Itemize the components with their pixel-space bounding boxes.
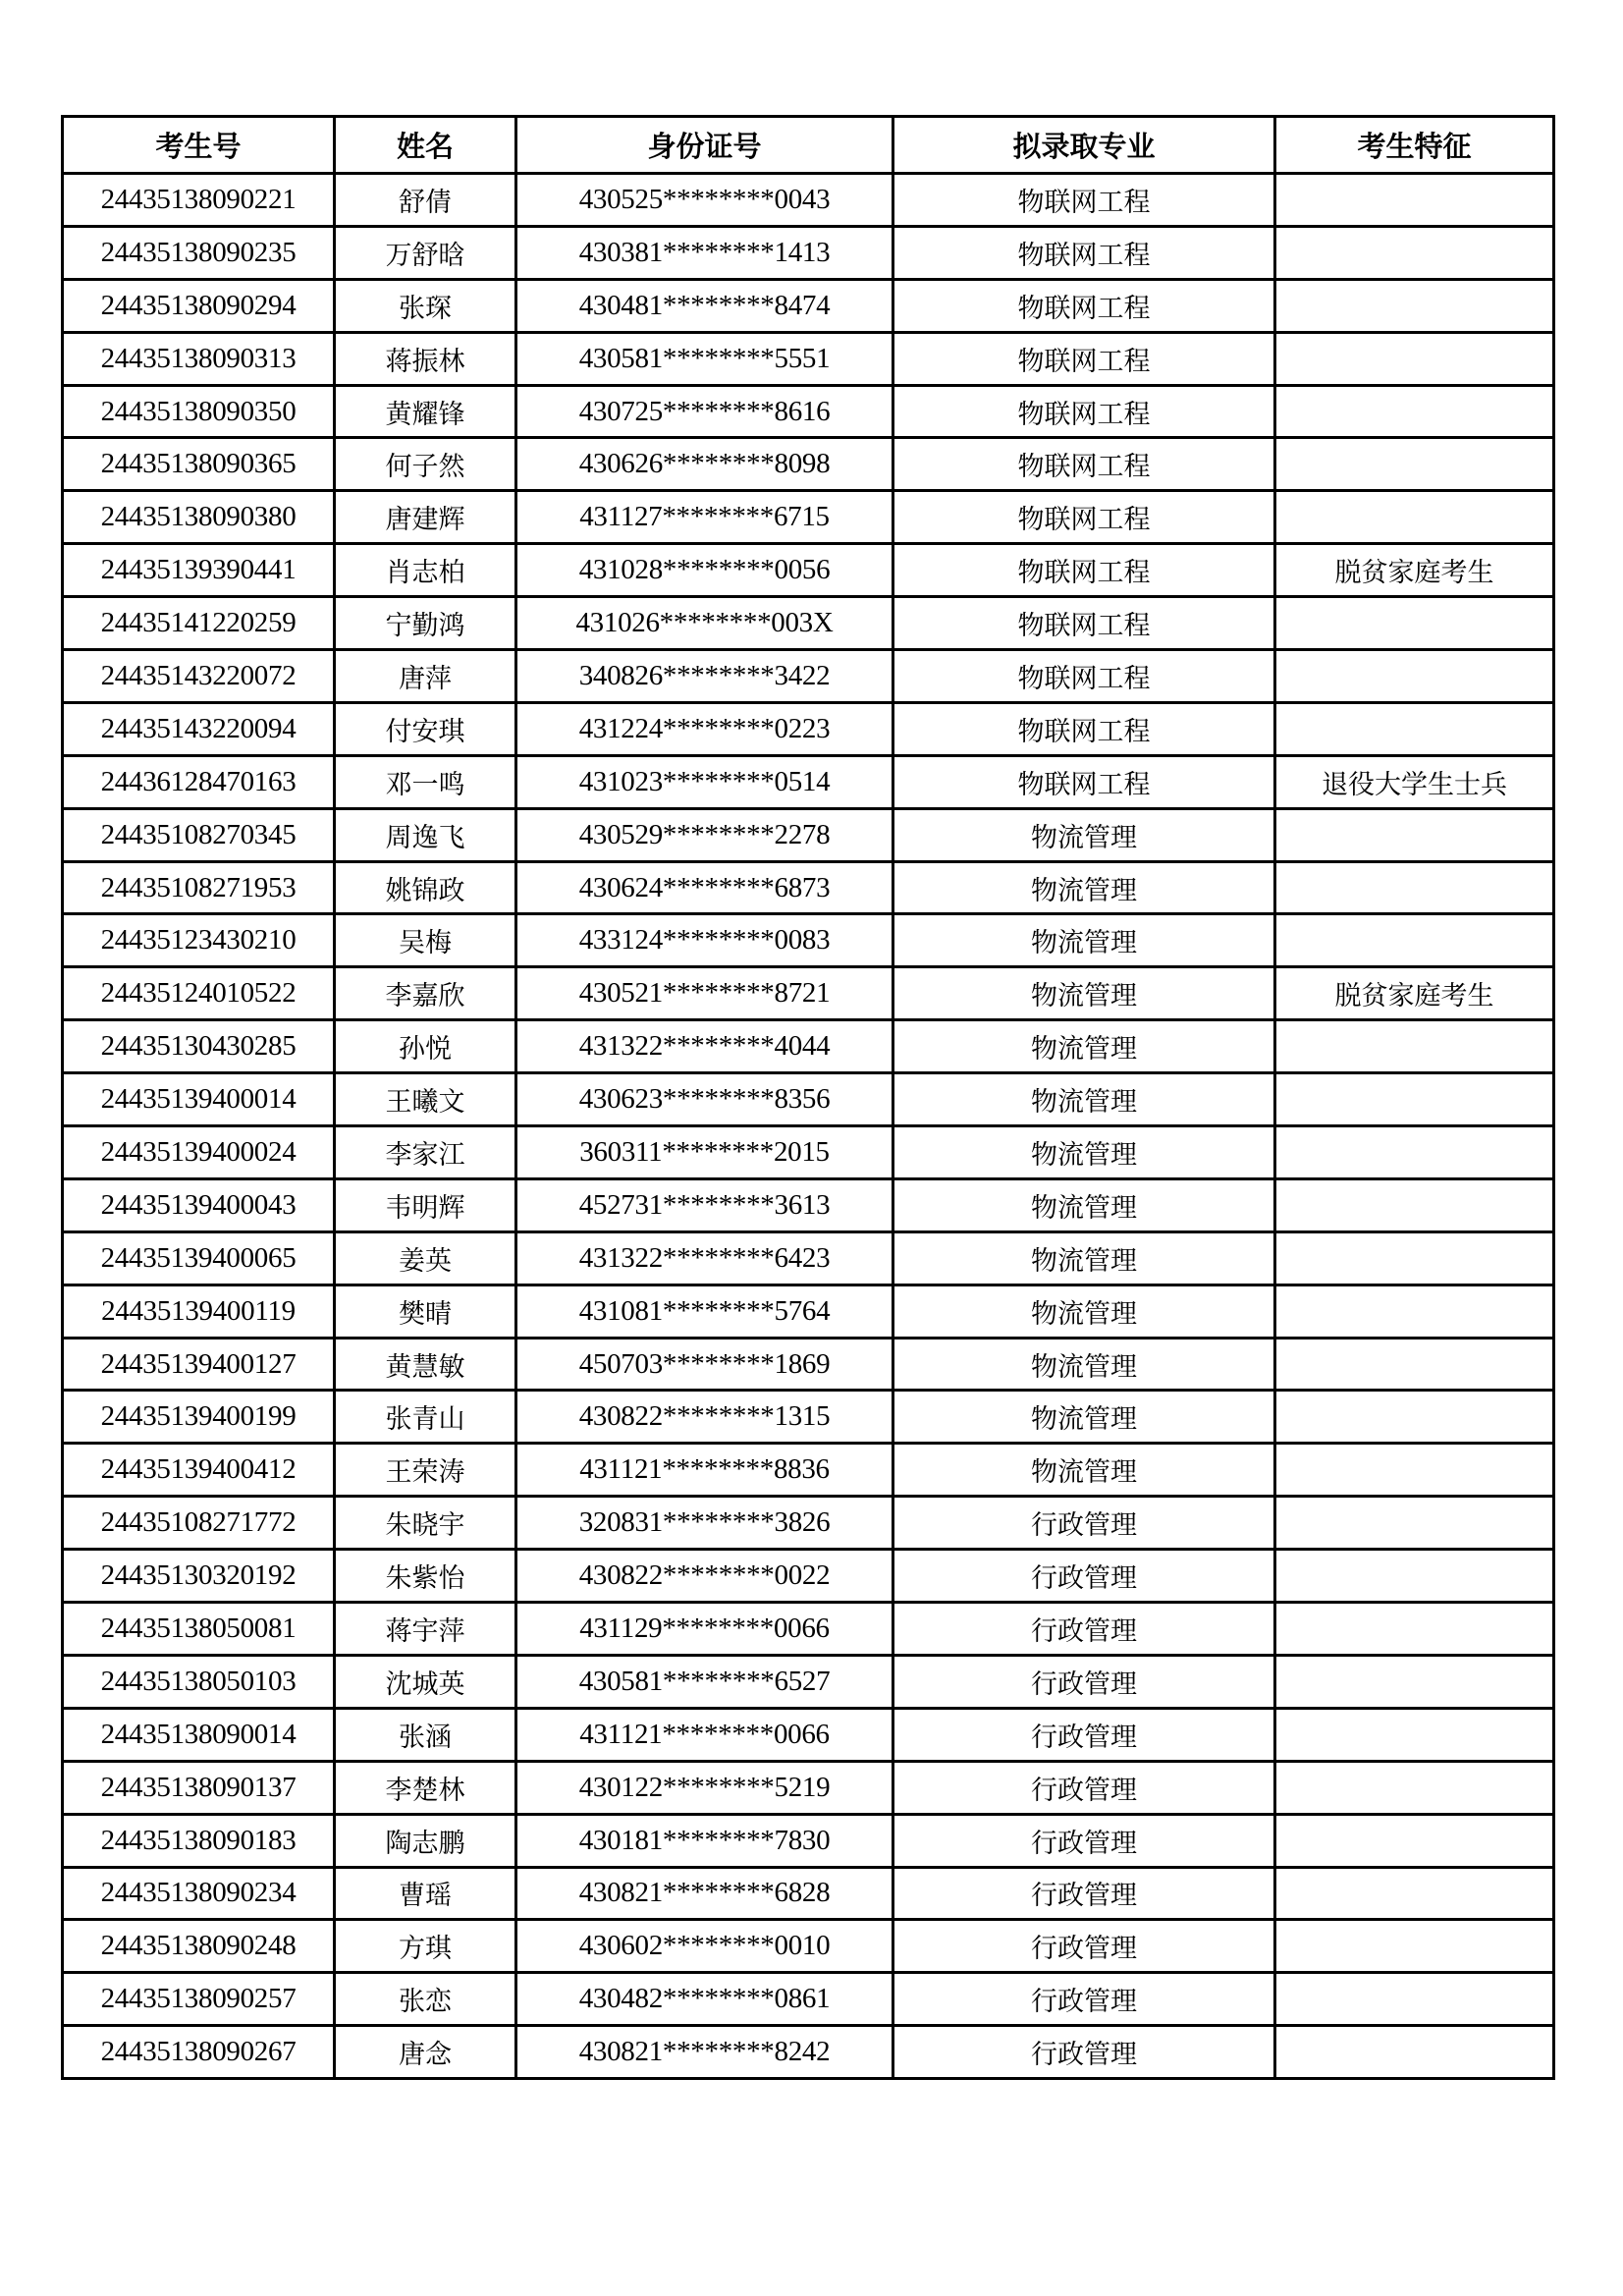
name-cell: 舒倩 [335,174,516,227]
feature-cell [1275,491,1554,544]
name-cell: 曹瑶 [335,1867,516,1920]
feature-cell [1275,1603,1554,1656]
exam-number-cell: 24435138090014 [63,1708,335,1761]
major-cell: 物联网工程 [893,491,1275,544]
name-cell: 蒋宇萍 [335,1603,516,1656]
admission-table [61,115,1555,2080]
name-cell: 付安琪 [335,702,516,755]
exam-number-cell: 24435138050081 [63,1603,335,1656]
exam-number-cell: 24435138090221 [63,174,335,227]
name-cell: 张恋 [335,1973,516,2026]
feature-cell [1275,385,1554,438]
name-cell: 宁勤鸿 [335,597,516,650]
name-cell: 张青山 [335,1391,516,1444]
major-cell: 行政管理 [893,1973,1275,2026]
major-cell: 物联网工程 [893,544,1275,597]
id-number-cell: 430602********0010 [516,1920,893,1973]
major-cell: 物联网工程 [893,279,1275,332]
table-header-row [63,117,1554,174]
header-exam-number: 考生号 [63,117,335,174]
major-cell: 物流管理 [893,861,1275,914]
feature-cell [1275,1285,1554,1338]
table-row [63,332,1554,385]
feature-cell [1275,1867,1554,1920]
exam-number-cell: 24435138090380 [63,491,335,544]
table-row [63,755,1554,808]
feature-cell [1275,1655,1554,1708]
exam-number-cell: 24435130320192 [63,1550,335,1603]
exam-number-cell: 24435138090313 [63,332,335,385]
feature-cell [1275,1178,1554,1231]
feature-cell [1275,1073,1554,1126]
major-cell: 行政管理 [893,1655,1275,1708]
id-number-cell: 430181********7830 [516,1814,893,1867]
name-cell: 吴梅 [335,914,516,967]
id-number-cell: 430821********8242 [516,2026,893,2079]
table-row [63,1708,1554,1761]
exam-number-cell: 24435139400199 [63,1391,335,1444]
exam-number-cell: 24435138090137 [63,1761,335,1814]
id-number-cell: 430521********8721 [516,967,893,1020]
header-id-number: 身份证号 [516,117,893,174]
name-cell: 肖志柏 [335,544,516,597]
name-cell: 周逸飞 [335,808,516,861]
major-cell: 物流管理 [893,967,1275,1020]
exam-number-cell: 24435143220072 [63,650,335,703]
table-row [63,1338,1554,1391]
major-cell: 物联网工程 [893,226,1275,279]
id-number-cell: 452731********3613 [516,1178,893,1231]
table-row [63,1391,1554,1444]
name-cell: 孙悦 [335,1020,516,1073]
id-number-cell: 340826********3422 [516,650,893,703]
table-row [63,861,1554,914]
major-cell: 物联网工程 [893,650,1275,703]
major-cell: 物联网工程 [893,385,1275,438]
admission-list-page [61,115,1552,2080]
name-cell: 李家江 [335,1126,516,1179]
name-cell: 邓一鸣 [335,755,516,808]
id-number-cell: 430482********0861 [516,1973,893,2026]
id-number-cell: 430481********8474 [516,279,893,332]
major-cell: 行政管理 [893,1550,1275,1603]
header-feature: 考生特征 [1275,117,1554,174]
table-row [63,226,1554,279]
table-row [63,1444,1554,1497]
id-number-cell: 450703********1869 [516,1338,893,1391]
id-number-cell: 433124********0083 [516,914,893,967]
exam-number-cell: 24435108270345 [63,808,335,861]
feature-cell [1275,332,1554,385]
id-number-cell: 430626********8098 [516,438,893,491]
major-cell: 行政管理 [893,1814,1275,1867]
exam-number-cell: 24435141220259 [63,597,335,650]
major-cell: 物流管理 [893,808,1275,861]
name-cell: 黄耀锋 [335,385,516,438]
table-row [63,1920,1554,1973]
feature-cell [1275,438,1554,491]
exam-number-cell: 24435138090248 [63,1920,335,1973]
table-row [63,808,1554,861]
major-cell: 物联网工程 [893,332,1275,385]
id-number-cell: 431224********0223 [516,702,893,755]
id-number-cell: 430822********0022 [516,1550,893,1603]
id-number-cell: 431127********6715 [516,491,893,544]
id-number-cell: 431028********0056 [516,544,893,597]
name-cell: 樊晴 [335,1285,516,1338]
feature-cell [1275,1761,1554,1814]
name-cell: 沈城英 [335,1655,516,1708]
exam-number-cell: 24435124010522 [63,967,335,1020]
exam-number-cell: 24435139400043 [63,1178,335,1231]
table-row [63,1020,1554,1073]
id-number-cell: 431129********0066 [516,1603,893,1656]
exam-number-cell: 24435139400412 [63,1444,335,1497]
exam-number-cell: 24435108271953 [63,861,335,914]
table-row [63,1178,1554,1231]
table-body [63,174,1554,2079]
major-cell: 行政管理 [893,1761,1275,1814]
feature-cell: 脱贫家庭考生 [1275,544,1554,597]
exam-number-cell: 24435143220094 [63,702,335,755]
major-cell: 物流管理 [893,1391,1275,1444]
exam-number-cell: 24435130430285 [63,1020,335,1073]
feature-cell [1275,597,1554,650]
feature-cell [1275,174,1554,227]
table-row [63,1603,1554,1656]
id-number-cell: 430822********1315 [516,1391,893,1444]
name-cell: 李楚林 [335,1761,516,1814]
feature-cell [1275,1126,1554,1179]
name-cell: 黄慧敏 [335,1338,516,1391]
table-row [63,1867,1554,1920]
feature-cell [1275,1338,1554,1391]
name-cell: 唐建辉 [335,491,516,544]
major-cell: 行政管理 [893,1497,1275,1550]
feature-cell [1275,808,1554,861]
table-row [63,438,1554,491]
major-cell: 物流管理 [893,914,1275,967]
major-cell: 物联网工程 [893,438,1275,491]
major-cell: 物流管理 [893,1285,1275,1338]
exam-number-cell: 24435139390441 [63,544,335,597]
header-name: 姓名 [335,117,516,174]
major-cell: 物联网工程 [893,597,1275,650]
feature-cell [1275,861,1554,914]
table-row [63,1231,1554,1285]
feature-cell [1275,1920,1554,1973]
table-row [63,650,1554,703]
header-major: 拟录取专业 [893,117,1275,174]
exam-number-cell: 24435138090234 [63,1867,335,1920]
table-row [63,1126,1554,1179]
feature-cell [1275,914,1554,967]
table-row [63,491,1554,544]
id-number-cell: 430381********1413 [516,226,893,279]
exam-number-cell: 24435138090294 [63,279,335,332]
major-cell: 物联网工程 [893,755,1275,808]
table-row [63,1761,1554,1814]
major-cell: 行政管理 [893,1867,1275,1920]
id-number-cell: 431322********6423 [516,1231,893,1285]
table-row [63,702,1554,755]
id-number-cell: 431026********003X [516,597,893,650]
name-cell: 李嘉欣 [335,967,516,1020]
exam-number-cell: 24435138090350 [63,385,335,438]
major-cell: 物流管理 [893,1126,1275,1179]
id-number-cell: 431322********4044 [516,1020,893,1073]
name-cell: 何子然 [335,438,516,491]
id-number-cell: 360311********2015 [516,1126,893,1179]
table-row [63,544,1554,597]
major-cell: 物流管理 [893,1444,1275,1497]
major-cell: 行政管理 [893,1920,1275,1973]
feature-cell [1275,226,1554,279]
name-cell: 唐萍 [335,650,516,703]
feature-cell [1275,1020,1554,1073]
exam-number-cell: 24435138090235 [63,226,335,279]
id-number-cell: 431121********8836 [516,1444,893,1497]
table-row [63,967,1554,1020]
table-row [63,2026,1554,2079]
table-row [63,1497,1554,1550]
table-row [63,174,1554,227]
feature-cell [1275,702,1554,755]
exam-number-cell: 24435138090365 [63,438,335,491]
id-number-cell: 430624********6873 [516,861,893,914]
name-cell: 方琪 [335,1920,516,1973]
name-cell: 陶志鹏 [335,1814,516,1867]
feature-cell [1275,1708,1554,1761]
id-number-cell: 430623********8356 [516,1073,893,1126]
table-row [63,1814,1554,1867]
id-number-cell: 431081********5764 [516,1285,893,1338]
major-cell: 行政管理 [893,2026,1275,2079]
feature-cell: 脱贫家庭考生 [1275,967,1554,1020]
major-cell: 物流管理 [893,1231,1275,1285]
feature-cell [1275,1973,1554,2026]
name-cell: 韦明辉 [335,1178,516,1231]
table-row [63,1655,1554,1708]
major-cell: 物联网工程 [893,702,1275,755]
exam-number-cell: 24435139400014 [63,1073,335,1126]
exam-number-cell: 24435108271772 [63,1497,335,1550]
exam-number-cell: 24435139400065 [63,1231,335,1285]
major-cell: 行政管理 [893,1708,1275,1761]
feature-cell [1275,1231,1554,1285]
exam-number-cell: 24435138050103 [63,1655,335,1708]
name-cell: 王荣涛 [335,1444,516,1497]
table-row [63,1073,1554,1126]
id-number-cell: 430581********6527 [516,1655,893,1708]
table-row [63,385,1554,438]
id-number-cell: 430525********0043 [516,174,893,227]
name-cell: 姜英 [335,1231,516,1285]
feature-cell [1275,1497,1554,1550]
exam-number-cell: 24435139400024 [63,1126,335,1179]
id-number-cell: 430821********6828 [516,1867,893,1920]
name-cell: 蒋振林 [335,332,516,385]
exam-number-cell: 24435138090257 [63,1973,335,2026]
table-row [63,1550,1554,1603]
name-cell: 张琛 [335,279,516,332]
major-cell: 物流管理 [893,1020,1275,1073]
id-number-cell: 430122********5219 [516,1761,893,1814]
feature-cell [1275,650,1554,703]
id-number-cell: 430725********8616 [516,385,893,438]
major-cell: 物联网工程 [893,174,1275,227]
exam-number-cell: 24436128470163 [63,755,335,808]
feature-cell [1275,1444,1554,1497]
name-cell: 唐念 [335,2026,516,2079]
feature-cell [1275,279,1554,332]
id-number-cell: 430581********5551 [516,332,893,385]
table-row [63,597,1554,650]
exam-number-cell: 24435138090267 [63,2026,335,2079]
name-cell: 朱紫怡 [335,1550,516,1603]
feature-cell [1275,1550,1554,1603]
exam-number-cell: 24435123430210 [63,914,335,967]
name-cell: 万舒晗 [335,226,516,279]
id-number-cell: 431121********0066 [516,1708,893,1761]
feature-cell [1275,1391,1554,1444]
table-row [63,1973,1554,2026]
feature-cell [1275,2026,1554,2079]
id-number-cell: 430529********2278 [516,808,893,861]
name-cell: 张涵 [335,1708,516,1761]
major-cell: 物流管理 [893,1338,1275,1391]
feature-cell [1275,1814,1554,1867]
table-row [63,914,1554,967]
exam-number-cell: 24435139400127 [63,1338,335,1391]
name-cell: 王曦文 [335,1073,516,1126]
exam-number-cell: 24435138090183 [63,1814,335,1867]
feature-cell: 退役大学生士兵 [1275,755,1554,808]
major-cell: 物流管理 [893,1178,1275,1231]
major-cell: 行政管理 [893,1603,1275,1656]
id-number-cell: 431023********0514 [516,755,893,808]
name-cell: 姚锦政 [335,861,516,914]
id-number-cell: 320831********3826 [516,1497,893,1550]
table-row [63,1285,1554,1338]
exam-number-cell: 24435139400119 [63,1285,335,1338]
table-row [63,279,1554,332]
name-cell: 朱晓宇 [335,1497,516,1550]
major-cell: 物流管理 [893,1073,1275,1126]
